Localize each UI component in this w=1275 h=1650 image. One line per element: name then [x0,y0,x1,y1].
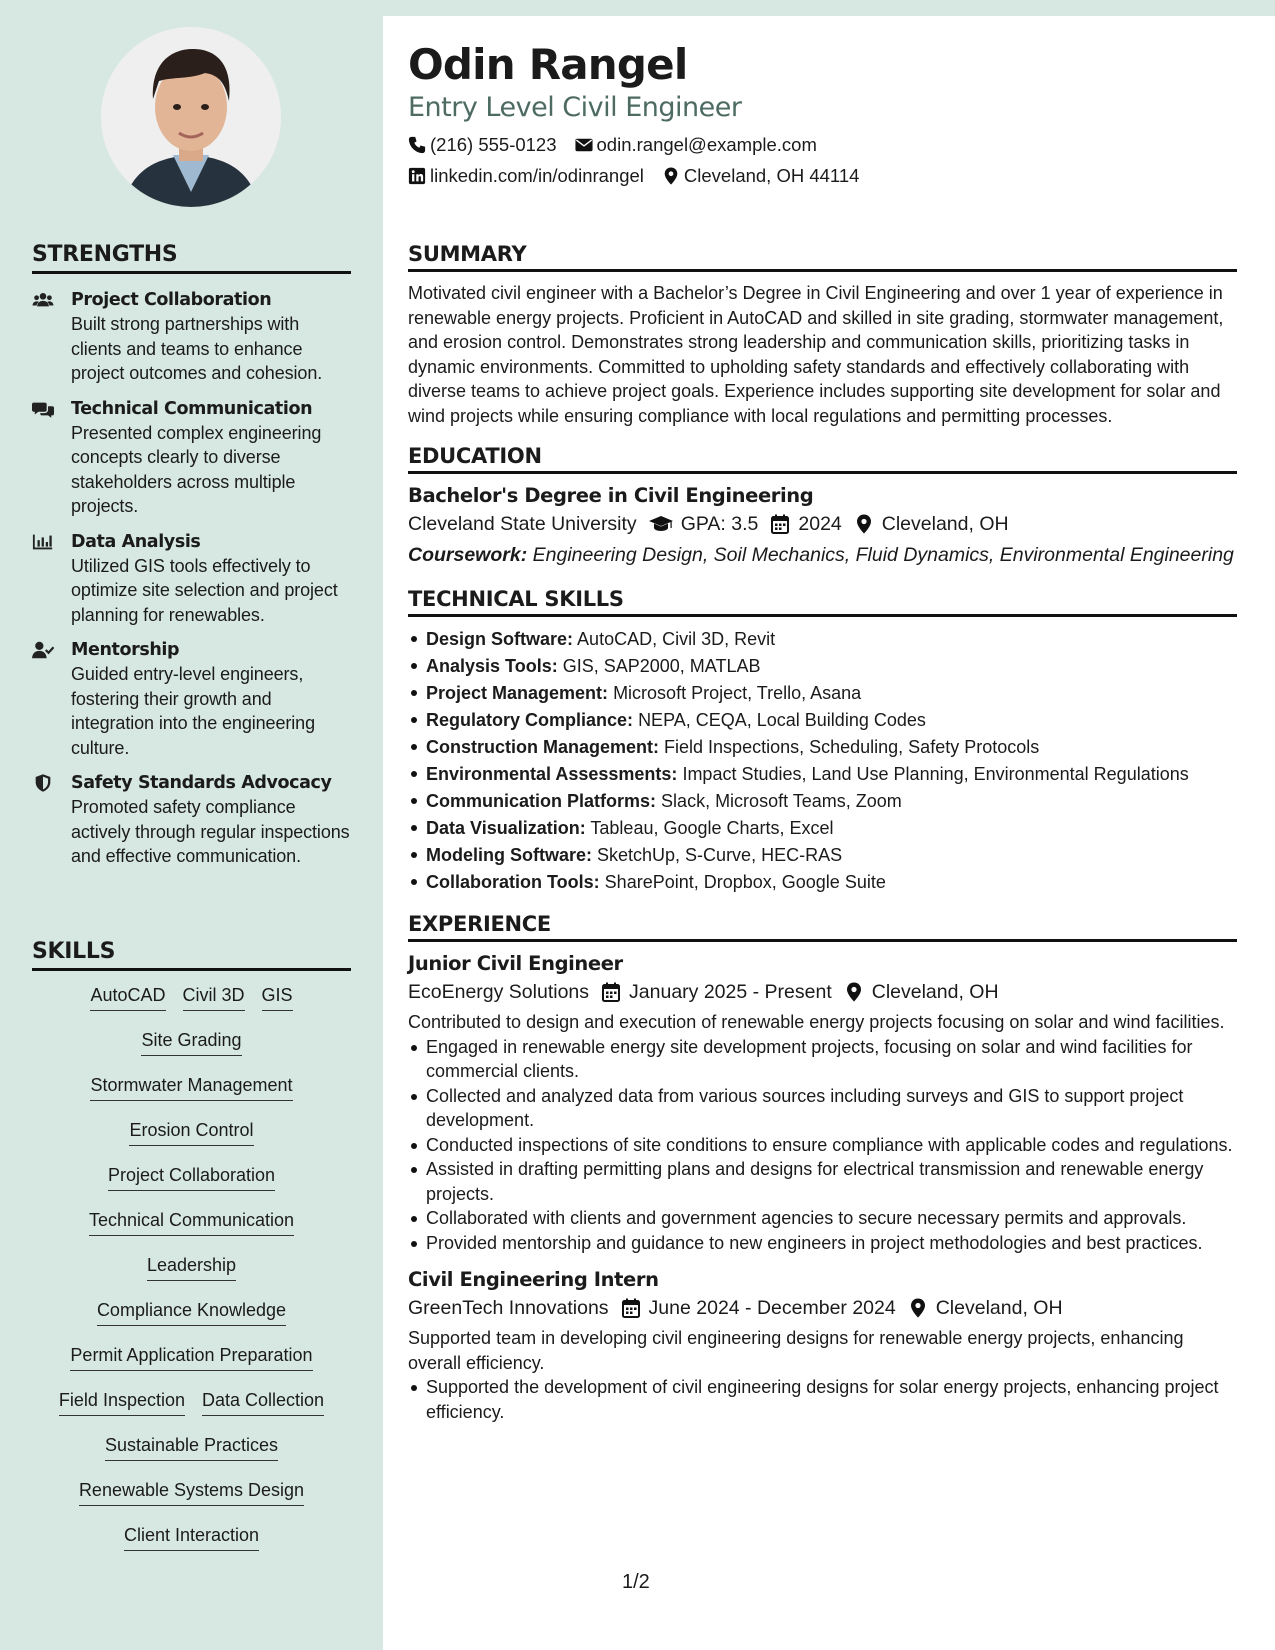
list-item [408,842,1237,869]
skill-tag: Project Collaboration [108,1163,275,1191]
skill-tag: Permit Application Preparation [70,1343,312,1371]
list-item [408,707,1237,734]
list-item: Conducted inspections of site conditions to ensure compliance with applicable codes and regulations. [408,1133,1237,1158]
experience-title: EXPERIENCE [408,912,1237,942]
skill-row [32,1253,351,1298]
strength-title: Data Analysis [71,531,201,552]
skill-category: Communication Platforms: [426,791,657,811]
map-pin-icon [854,514,874,534]
skill-values: AutoCAD, Civil 3D, Revit [577,629,776,649]
job-entry [408,1267,1237,1424]
skill-tag: Stormwater Management [90,1073,292,1101]
list-item [408,815,1237,842]
sidebar [0,0,383,1650]
skills-list [32,983,351,1568]
skill-category: Design Software: [426,629,574,649]
contact-phone [408,134,557,156]
skill-row [32,983,351,1028]
skill-row [32,1073,351,1118]
strengths-title: STRENGTHS [32,242,351,274]
calendar-icon [621,1298,641,1318]
degree-title: Bachelor's Degree in Civil Engineering [408,484,814,507]
location-label: Cleveland, OH [871,981,999,1003]
candidate-name: Odin Rangel [408,40,688,89]
list-item: Collaborated with clients and government agencies to secure necessary permits and approvals. [408,1206,1237,1231]
skill-category: Analysis Tools: [426,656,558,676]
main-content [383,16,1275,1650]
job-location [908,1293,1063,1323]
strength-description: Built strong partnerships with clients and teams to enhance project outcomes and cohesion. [71,314,323,383]
list-item: Collected and analyzed data from various sources including surveys and GIS to support project development. [408,1084,1237,1133]
graduation-cap-icon [649,514,673,534]
list-item [408,680,1237,707]
job-meta [408,1293,1237,1323]
skill-row [32,1028,351,1073]
company [408,1293,609,1323]
job-location [844,977,999,1007]
education-meta [408,509,1237,539]
school-label: Cleveland State University [408,513,637,535]
skill-category: Regulatory Compliance: [426,710,634,730]
linkedin-icon [408,167,426,185]
job-role: Civil Engineering Intern [408,1268,659,1291]
skill-tag: Erosion Control [129,1118,253,1146]
linkedin-url[interactable]: linkedin.com/in/odinrangel [430,165,644,186]
skill-values: Tableau, Google Charts, Excel [590,818,834,838]
job-dates [621,1293,896,1323]
summary-title: SUMMARY [408,242,1237,272]
skill-category: Modeling Software: [426,845,592,865]
skill-row [32,1433,351,1478]
strength-item [32,638,352,760]
education-location [854,509,1009,539]
contact-location [662,165,860,187]
list-item [408,626,1237,653]
technical-skills-list [408,626,1237,896]
company [408,977,589,1007]
list-item: Supported the development of civil engineering designs for solar energy projects, enhancing project efficiency. [408,1375,1237,1424]
school-name [408,509,637,539]
list-item: Assisted in drafting permitting plans and designs for electrical transmission and renewable energy projects. [408,1157,1237,1206]
page-number: 1/2 [622,1571,650,1593]
skill-tag: Renewable Systems Design [79,1478,304,1506]
map-pin-icon [844,982,864,1002]
bar-chart-icon [32,530,71,628]
coursework [408,543,1237,568]
skill-values: NEPA, CEQA, Local Building Codes [638,710,926,730]
strength-title: Mentorship [71,640,180,660]
company-name: EcoEnergy Solutions [408,981,590,1003]
skill-values: Slack, Microsoft Teams, Zoom [661,791,902,811]
job-entry [408,951,1237,1255]
strength-description: Promoted safety compliance actively through regular inspections and effective communication. [71,797,350,866]
skill-row [32,1208,351,1253]
skill-tag: GIS [262,983,293,1011]
coursework-list: Engineering Design, Soil Mechanics, Fluid Dynamics, Environmental Engineering [532,544,1234,566]
education-title: EDUCATION [408,444,1237,474]
skill-row [32,1343,351,1388]
chat-bubbles-icon [32,397,71,519]
users-icon [32,288,71,386]
skill-tag: Client Interaction [124,1523,259,1551]
skill-row [32,1523,351,1568]
coursework-label: Coursework: [408,544,528,566]
job-role: Junior Civil Engineer [408,952,623,975]
skills-title: SKILLS [32,939,351,971]
company-name: GreenTech Innovations [408,1297,609,1319]
strength-item [32,288,352,386]
user-check-icon [32,638,71,760]
contact-linkedin [408,165,644,187]
graduation-year [770,509,841,539]
job-bullets [408,1375,1237,1424]
list-item [408,761,1237,788]
skill-tag: Technical Communication [89,1208,294,1236]
contact-email [575,134,817,156]
list-item [408,653,1237,680]
envelope-icon [575,136,593,154]
skill-tag: Sustainable Practices [105,1433,278,1461]
skill-values: GIS, SAP2000, MATLAB [562,656,761,676]
job-bullets [408,1035,1237,1256]
strengths-list [32,288,352,880]
strength-title: Technical Communication [71,398,313,419]
skill-tag: AutoCAD [90,983,165,1011]
skill-row [32,1118,351,1163]
skill-category: Project Management: [426,683,609,703]
strength-description: Guided entry-level engineers, fostering their growth and integration into the engineering culture. [71,664,315,758]
dates-label: January 2025 - Present [629,981,832,1003]
skill-tag: Field Inspection [59,1388,185,1416]
skill-values: Microsoft Project, Trello, Asana [613,683,862,703]
job-title: Entry Level Civil Engineer [408,92,742,123]
job-meta [408,977,1237,1007]
strength-item [32,771,352,869]
location-text: Cleveland, OH 44114 [683,165,860,186]
gpa-label: GPA: 3.5 [680,513,759,535]
strength-title: Safety Standards Advocacy [71,773,332,793]
skill-row [32,1388,351,1433]
skill-tag: Site Grading [141,1028,241,1056]
email-address[interactable]: odin.rangel@example.com [596,134,817,155]
year-label: 2024 [798,513,842,535]
skill-values: SketchUp, S-Curve, HEC-RAS [597,845,843,865]
skill-values: Impact Studies, Land Use Planning, Environmental Regulations [682,764,1189,784]
calendar-icon [601,982,621,1002]
skill-row [32,1478,351,1523]
list-item [408,869,1237,896]
skill-category: Collaboration Tools: [426,872,600,892]
dates-label: June 2024 - December 2024 [648,1297,896,1319]
skill-category: Construction Management: [426,737,660,757]
contact-row [408,165,859,187]
technical-skills-title: TECHNICAL SKILLS [408,587,1237,617]
strength-description: Presented complex engineering concepts clearly to diverse stakeholders across multiple projects. [71,422,322,516]
skill-values: Field Inspections, Scheduling, Safety Protocols [664,737,1040,757]
gpa [649,509,759,539]
strength-item [32,530,352,628]
job-dates [601,977,832,1007]
resume-body [408,242,1237,1424]
list-item [408,788,1237,815]
skill-tag: Leadership [147,1253,236,1281]
map-pin-icon [908,1298,928,1318]
list-item [408,734,1237,761]
skill-row [32,1163,351,1208]
skill-tag: Civil 3D [183,983,245,1011]
skill-category: Environmental Assessments: [426,764,678,784]
shield-icon [32,771,71,869]
job-summary: Supported team in developing civil engineering designs for renewable energy projects, enhancing overall efficiency. [408,1328,1184,1373]
calendar-icon [770,514,790,534]
skill-row [32,1298,351,1343]
summary-text: Motivated civil engineer with a Bachelor’s Degree in Civil Engineering and over 1 year of experience in renewable energy projects. Proficient in AutoCAD and skilled in site grading, stormwater management, and erosion control. Demonstrates strong leadership and communication skills, prioritizing tasks in dynamic environments. Committed to upholding safety standards and effectively collaborating with diverse teams to achieve project goals. Experience includes supporting site development for solar and wind projects while ensuring compliance with local regulations and permitting processes. [408,283,1224,426]
strength-item [32,397,352,519]
strength-description: Utilized GIS tools effectively to optimize site selection and project planning for renewables. [71,555,338,625]
phone-icon [408,136,426,154]
location-label: Cleveland, OH [881,513,1009,535]
skill-category: Data Visualization: [426,818,586,838]
phone-number: (216) 555-0123 [430,134,557,155]
job-summary: Contributed to design and execution of renewable energy projects focusing on solar and wind facilities. [408,1012,1225,1032]
contact-row [408,134,817,156]
skill-values: SharePoint, Dropbox, Google Suite [604,872,886,892]
map-pin-icon [662,167,680,185]
list-item: Engaged in renewable energy site development projects, focusing on solar and wind facilities for commercial clients. [408,1035,1237,1084]
strength-title: Project Collaboration [71,290,272,310]
profile-photo [101,27,281,207]
location-label: Cleveland, OH [935,1297,1063,1319]
skill-tag: Data Collection [202,1388,324,1416]
list-item: Provided mentorship and guidance to new engineers in project methodologies and best practices. [408,1231,1237,1256]
skill-tag: Compliance Knowledge [97,1298,286,1326]
